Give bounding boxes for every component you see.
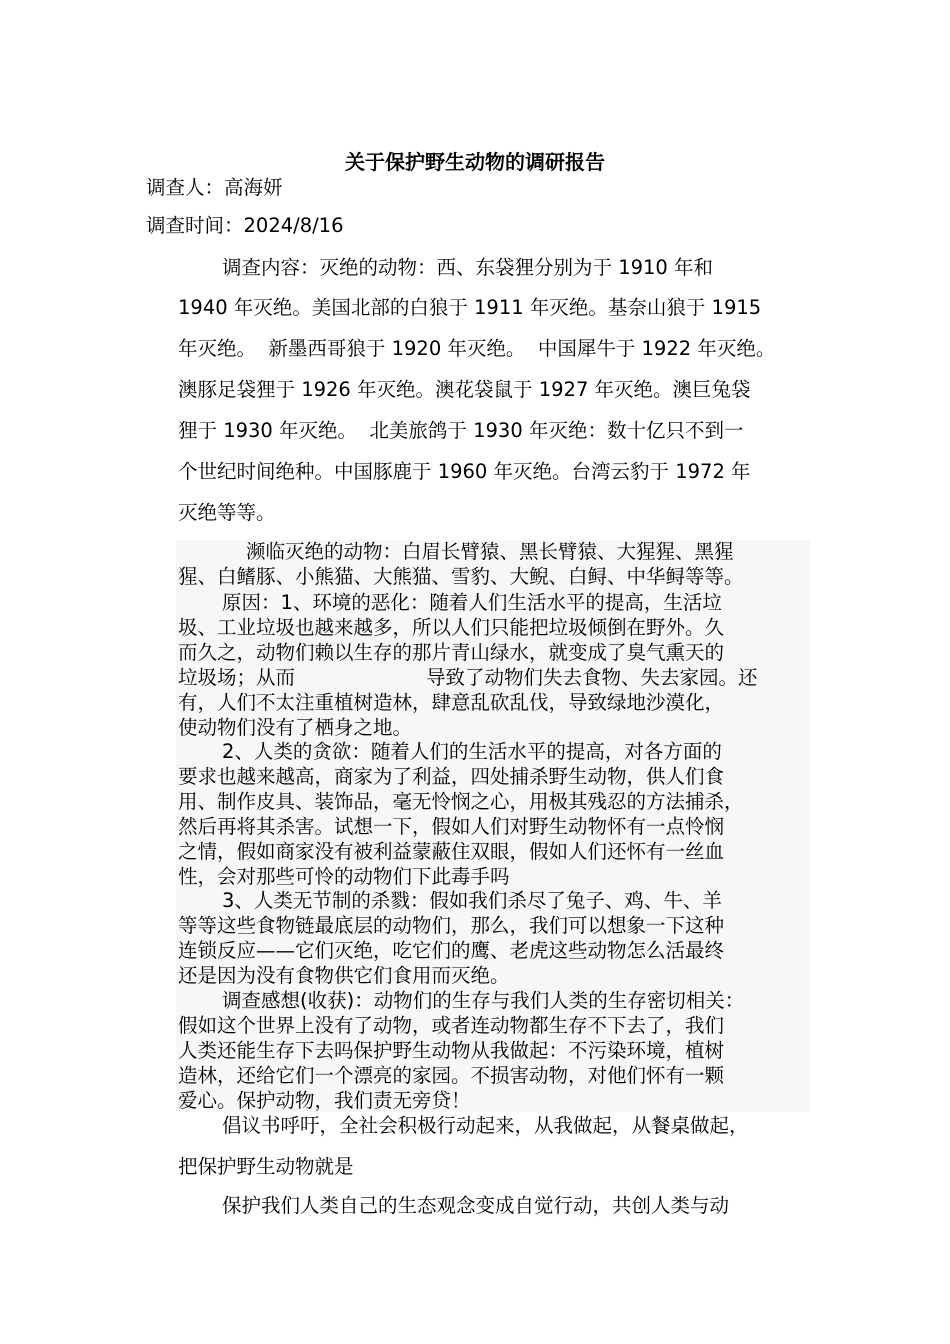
content-line: 调查内容：灭绝的动物：西、东袋狸分别为于 1910 年和 <box>222 256 714 279</box>
reason1-line: 而久之，动物们赖以生存的那片青山绿水，就变成了臭气熏天的 <box>178 641 725 664</box>
reason3-line: 等等这些食物链最底层的动物们，那么，我们可以想象一下这种 <box>178 914 725 937</box>
content-line: 个世纪时间绝种。中国豚鹿于 1960 年灭绝。台湾云豹于 1972 年 <box>178 460 751 483</box>
reason1-line: 原因：1、环境的恶化：随着人们生活水平的提高，生活垃 <box>222 591 722 614</box>
reason2-line: 要求也越来越高，商家为了利益，四处捕杀野生动物，供人们食 <box>178 765 725 788</box>
reflection-line: 调查感想(收获)：动物们的生存与我们人类的生存密切相关： <box>222 989 745 1012</box>
reason2-line: 性，会对那些可怜的动物们下此毒手吗 <box>178 865 510 888</box>
reflection-line: 人类还能生存下去吗保护野生动物从我做起：不污染环境，植树 <box>178 1039 725 1062</box>
proposal-line: 把保护野生动物就是 <box>178 1155 354 1178</box>
reason3-line: 连锁反应——它们灭绝，吃它们的鹰、老虎这些动物怎么活最终 <box>178 939 725 962</box>
reason1-line: 导致了动物们失去食物、失去家园。还 <box>426 666 758 689</box>
reason3-line: 3、人类无节制的杀戮：假如我们杀尽了兔子、鸡、牛、羊 <box>222 889 722 912</box>
reason2-line: 用、制作皮具、装饰品，毫无怜悯之心，用极其残忍的方法捕杀， <box>178 790 744 813</box>
reason2-line: 之情，假如商家没有被利益蒙蔽住双眼，假如人们还怀有一丝血 <box>178 840 725 863</box>
reason2-line: 然后再将其杀害。试想一下，假如人们对野生动物怀有一点怜悯 <box>178 815 725 838</box>
reflection-line: 爱心。保护动物，我们责无旁贷！ <box>178 1089 471 1112</box>
investigation-date: 调查时间：2024/8/16 <box>146 214 344 237</box>
reason1-line: 使动物们没有了栖身之地。 <box>178 716 413 739</box>
content-line: 澳豚足袋狸于 1926 年灭绝。澳花袋鼠于 1927 年灭绝。澳巨兔袋 <box>178 378 751 401</box>
reflection-line: 假如这个世界上没有了动物，或者连动物都生存不下去了，我们 <box>178 1014 725 1037</box>
investigator: 调查人：高海妍 <box>146 176 283 199</box>
reason1-line: 有，人们不太注重植树造林，肆意乱砍乱伐，导致绿地沙漠化， <box>178 691 725 714</box>
document-title: 关于保护野生动物的调研报告 <box>345 150 605 174</box>
endangered-line: 猩、白鳍豚、小熊猫、大熊猫、雪豹、大鲵、白鲟、中华鲟等等。 <box>178 565 744 588</box>
proposal-line: 保护我们人类自己的生态观念变成自觉行动，共创人类与动 <box>222 1194 730 1217</box>
reflection-line: 造林，还给它们一个漂亮的家园。不损害动物，对他们怀有一颗 <box>178 1064 725 1087</box>
reason3-line: 还是因为没有食物供它们食用而灭绝。 <box>178 964 510 987</box>
reason1-line: 垃圾场；从而 <box>178 666 296 689</box>
content-line: 灭绝等等。 <box>178 501 276 524</box>
content-line: 1940 年灭绝。美国北部的白狼于 1911 年灭绝。基奈山狼于 1915 <box>178 296 762 319</box>
endangered-line: 濒临灭绝的动物：白眉长臂猿、黑长臂猿、大猩猩、黑猩 <box>246 540 734 563</box>
reason2-line: 2、人类的贪欲：随着人们的生活水平的提高，对各方面的 <box>222 740 722 763</box>
content-line: 年灭绝。 新墨西哥狼于 1920 年灭绝。 中国犀牛于 1922 年灭绝。 <box>178 337 776 360</box>
content-line: 狸于 1930 年灭绝。 北美旅鸽于 1930 年灭绝：数十亿只不到一 <box>178 419 744 442</box>
reason1-line: 圾、工业垃圾也越来越多，所以人们只能把垃圾倾倒在野外。久 <box>178 616 725 639</box>
proposal-line: 倡议书呼吁，全社会积极行动起来，从我做起，从餐桌做起， <box>222 1114 749 1137</box>
